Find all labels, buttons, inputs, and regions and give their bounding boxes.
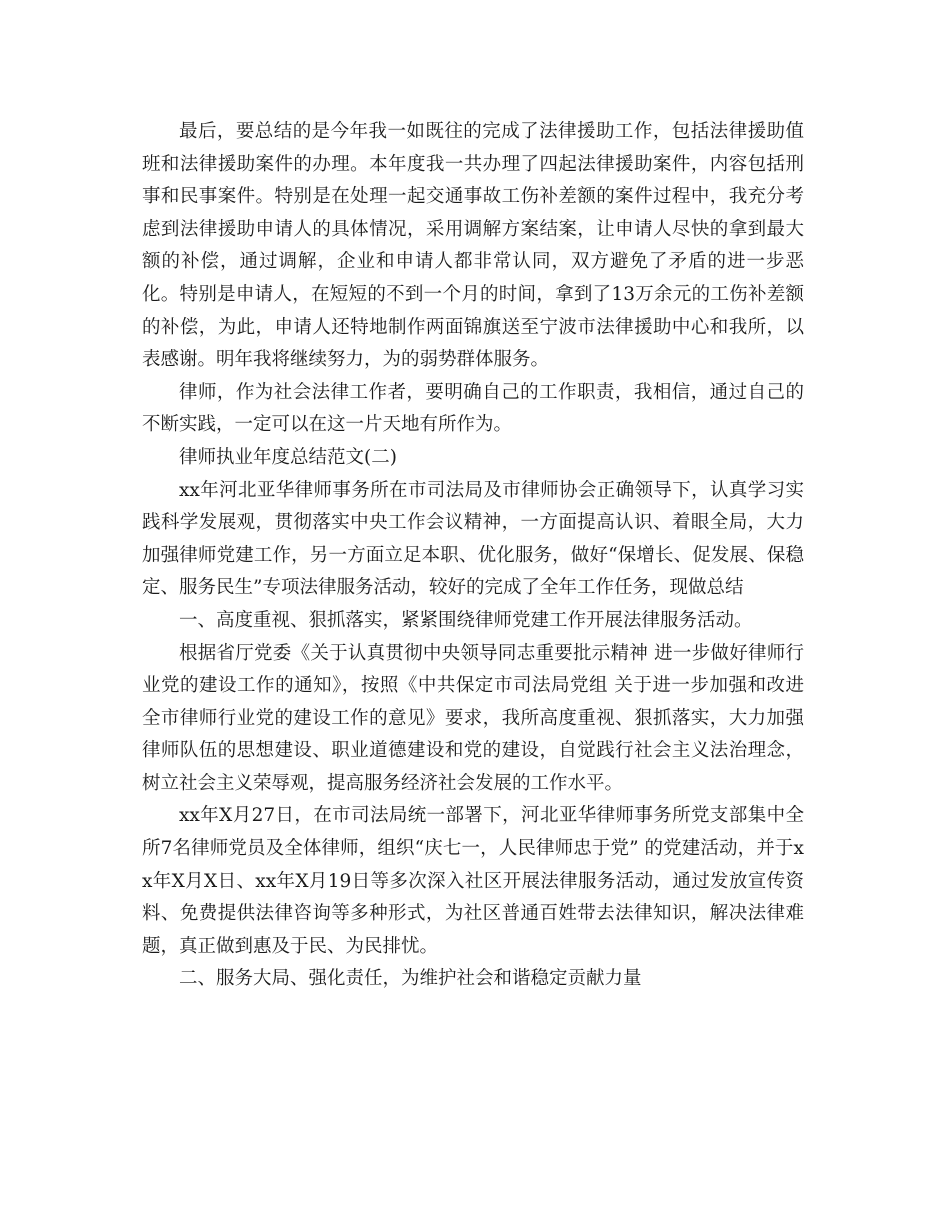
paragraph-party-building: 根据省厅党委《关于认真贯彻中央领导同志重要批示精神 进一步做好律师行业党的建设工作的通知》，按照《中共保定市司法局党组 关于进一步加强和改进全市律师行业党的建设工作的意见》要求，我所高度重视、狠抓落实，大力加强律师队伍的思想建设、职业道德建设和党的建设，自觉践行社会主义法治理念，树立社会主义荣辱观，提高服务经济社会发展的工作水平。 bbox=[142, 642, 804, 794]
paragraph-firm-summary: xx年河北亚华律师事务所在市司法局及市律师协会正确领导下，认真学习实践科学发展观，贯彻落实中央工作会议精神，一方面提高认识、着眼全局，大力加强律师党建工作，另一方面立足本职、优化服务，做好“保增长、促发展、保稳定、服务民生”专项法律服务活动，较好的完成了全年工作任务，现做总结 bbox=[142, 479, 804, 599]
paragraph-activities: xx年X月27日，在市司法局统一部署下，河北亚华律师事务所党支部集中全所7名律师党员及全体律师，组织“庆七一，人民律师忠于党” 的党建活动，并于xx年X月X日、xx年X月19日等多次深入社区开展法律服务活动，通过发放宣传资料、免费提供法律咨询等多种形式，为社区普通百姓带去法律知识，解决法律难题，真正做到惠及于民、为民排忧。 bbox=[142, 805, 804, 957]
document-page bbox=[142, 116, 804, 996]
paragraph-lawyer-duty: 律师，作为社会法律工作者，要明确自己的工作职责，我相信，通过自己的不断实践，一定可以在这一片天地有所作为。 bbox=[142, 381, 804, 436]
section-heading-1: 一、高度重视、狠抓落实，紧紧围绕律师党建工作开展法律服务活动。 bbox=[179, 609, 753, 631]
section-title: 律师执业年度总结范文(二) bbox=[179, 446, 397, 468]
paragraph-legal-aid: 最后，要总结的是今年我一如既往的完成了法律援助工作，包括法律援助值班和法律援助案件的办理。本年度我一共办理了四起法律援助案件，内容包括刑事和民事案件。特别是在处理一起交通事故工伤补差额的案件过程中，我充分考虑到法律援助申请人的具体情况，采用调解方案结案，让申请人尽快的拿到最大额的补偿，通过调解，企业和申请人都非常认同，双方避免了矛盾的进一步恶化。特别是申请人，在短短的不到一个月的时间，拿到了13万余元的工伤补差额的补偿，为此，申请人还特地制作两面锦旗送至宁波市法律援助中心和我所，以表感谢。明年我将继续努力，为的弱势群体服务。 bbox=[142, 121, 804, 371]
section-heading-2: 二、服务大局、强化责任，为维护社会和谐稳定贡献力量 bbox=[179, 968, 642, 990]
